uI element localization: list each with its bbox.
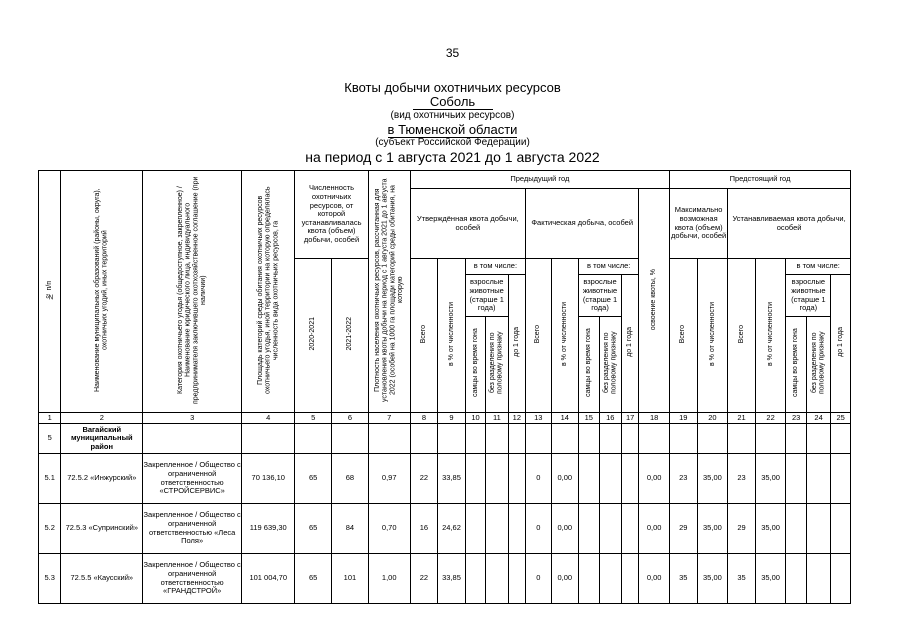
row-c18: 0,00 xyxy=(639,454,670,504)
header-approved-quota: Утверждённая квота добычи, особей xyxy=(410,189,525,259)
row-c20: 35,00 xyxy=(697,504,728,554)
col-number: 16 xyxy=(599,413,621,424)
row-c12 xyxy=(508,554,525,604)
row-c11 xyxy=(486,504,508,554)
row-c13: 0 xyxy=(526,504,552,554)
row-c14: 0,00 xyxy=(551,554,579,604)
row-category: Закрепленное / Общество с ограниченной ответственностью «СТРОЙСЕРВИС» xyxy=(143,454,242,504)
header-approved-males: самцы во время гона xyxy=(465,317,485,413)
region-value: в Тюменской области xyxy=(387,122,518,137)
row-c8: 16 xyxy=(410,504,438,554)
row-pop2020: 65 xyxy=(295,554,332,604)
row-c18: 0,00 xyxy=(639,504,670,554)
table-row xyxy=(39,554,851,604)
row-category: Закрепленное / Общество с ограниченной ответственностью «ГРАНДСТРОЙ» xyxy=(143,554,242,604)
col-number: 17 xyxy=(621,413,638,424)
row-c13: 0 xyxy=(526,454,552,504)
row-c16 xyxy=(599,504,621,554)
col-number: 7 xyxy=(368,413,410,424)
header-set-nosex: без разделения по половому признаку xyxy=(806,317,831,413)
row-c10 xyxy=(465,504,485,554)
col-number: 11 xyxy=(486,413,508,424)
col-number: 25 xyxy=(831,413,851,424)
header-max-quota: Максимально возможная квота (объем) добычи, особей xyxy=(670,189,728,259)
row-c22: 35,00 xyxy=(755,454,786,504)
header-set-pct: в % от численности xyxy=(755,259,786,413)
region-name xyxy=(0,122,905,137)
col-number: 21 xyxy=(728,413,756,424)
row-c9: 33,85 xyxy=(438,554,466,604)
header-set-quota: Устанавливаемая квота добычи, особей xyxy=(728,189,851,259)
col-number: 8 xyxy=(410,413,438,424)
region-caption: (субъект Российской Федерации) xyxy=(375,137,530,148)
header-next-year: Предстоящий год xyxy=(670,171,851,189)
header-set-incl: в том числе: xyxy=(786,259,851,275)
header-set-total: Всего xyxy=(728,259,756,413)
col-number: 1 xyxy=(39,413,61,424)
row-c23 xyxy=(786,554,806,604)
header-max-total: Всего xyxy=(670,259,698,413)
row-c25 xyxy=(831,504,851,554)
header-density: Плотность населения охотничьих ресурсов, рассчитанная для установления квоты добычи на период с 1 августа 2021 до 1 августа 2022 (особей на 1000 га площади категорий среды обитания, на которую xyxy=(368,171,410,413)
col-number: 22 xyxy=(755,413,786,424)
header-set-under1: до 1 года xyxy=(831,275,851,413)
header-approved-incl: в том числе: xyxy=(465,259,525,275)
col-number: 20 xyxy=(697,413,728,424)
col-number: 2 xyxy=(61,413,143,424)
row-c22: 35,00 xyxy=(755,504,786,554)
header-area: Площадь категорий среды обитания охотничьих ресурсов охотничьего угодья, иной территории на которую определялась численность вида охотничьих ресурсов, га xyxy=(242,171,295,413)
row-density: 0,70 xyxy=(368,504,410,554)
row-c15 xyxy=(579,554,599,604)
row-num: 5.3 xyxy=(39,554,61,604)
header-approved-under1: до 1 года xyxy=(508,275,525,413)
row-name: 72.5.2 «Инжурский» xyxy=(61,454,143,504)
row-c24 xyxy=(806,554,831,604)
row-c13: 0 xyxy=(526,554,552,604)
row-c17 xyxy=(621,454,638,504)
col-number: 12 xyxy=(508,413,525,424)
row-c25 xyxy=(831,454,851,504)
row-density: 0,97 xyxy=(368,454,410,504)
row-c23 xyxy=(786,504,806,554)
header-name: Наименование муниципальных образований (районы, округа), охотничьих угодий, иных территорий xyxy=(61,171,143,413)
row-c15 xyxy=(579,454,599,504)
row-c18: 0,00 xyxy=(639,554,670,604)
row-c16 xyxy=(599,554,621,604)
header-actual-incl: в том числе: xyxy=(579,259,639,275)
header-category: Категория охотничьего угодья (общедоступное, закрепленное) / Наименование юридического лица, индивидуального предпринимателя заключившего охотхозяйственное соглашение (при наличии) xyxy=(143,171,242,413)
row-c10 xyxy=(465,554,485,604)
row-c19: 35 xyxy=(670,554,698,604)
col-number: 4 xyxy=(242,413,295,424)
header-pop-2021: 2021-2022 xyxy=(332,259,369,413)
row-c20: 35,00 xyxy=(697,454,728,504)
header-approved-adults: взрослые животные (старше 1 года) xyxy=(465,275,508,317)
resource-caption: (вид охотничьих ресурсов) xyxy=(390,110,515,121)
row-name: 72.5.3 «Супринский» xyxy=(61,504,143,554)
resource-value: Соболь xyxy=(413,94,493,110)
row-c24 xyxy=(806,454,831,504)
row-name: 72.5.5 «Каусский» xyxy=(61,554,143,604)
header-actual-under1: до 1 года xyxy=(621,275,638,413)
row-num: 5.2 xyxy=(39,504,61,554)
row-c17 xyxy=(621,554,638,604)
row-c21: 35 xyxy=(728,554,756,604)
row-pop2021: 84 xyxy=(332,504,369,554)
header-approved-total: Всего xyxy=(410,259,438,413)
row-pop2020: 65 xyxy=(295,454,332,504)
col-number: 19 xyxy=(670,413,698,424)
header-population: Численность охотничьих ресурсов, от которой устанавливалась квота (объем) добычи, особей xyxy=(295,171,369,259)
row-area: 119 639,30 xyxy=(242,504,295,554)
header-actual-nosex: без разделения по половому признаку xyxy=(599,317,621,413)
col-number: 6 xyxy=(332,413,369,424)
header-actual-males: самцы во время гона xyxy=(579,317,599,413)
row-pop2021: 101 xyxy=(332,554,369,604)
row-c8: 22 xyxy=(410,554,438,604)
col-number: 5 xyxy=(295,413,332,424)
district-row xyxy=(39,424,851,454)
header-actual-pct: в % от численности xyxy=(551,259,579,413)
row-c25 xyxy=(831,554,851,604)
row-c14: 0,00 xyxy=(551,454,579,504)
header-pop-2020: 2020-2021 xyxy=(295,259,332,413)
row-pop2021: 68 xyxy=(332,454,369,504)
header-actual-total: Всего xyxy=(526,259,552,413)
row-c23 xyxy=(786,454,806,504)
row-c14: 0,00 xyxy=(551,504,579,554)
row-c10 xyxy=(465,454,485,504)
header-actual-adults: взрослые животные (старше 1 года) xyxy=(579,275,622,317)
row-c11 xyxy=(486,554,508,604)
row-c17 xyxy=(621,504,638,554)
col-number: 14 xyxy=(551,413,579,424)
col-number: 10 xyxy=(465,413,485,424)
header-prev-year: Предыдущий год xyxy=(410,171,669,189)
row-c15 xyxy=(579,504,599,554)
table-row xyxy=(39,454,851,504)
header-actual-harvest: Фактическая добыча, особей xyxy=(526,189,639,259)
col-number: 23 xyxy=(786,413,806,424)
col-number: 24 xyxy=(806,413,831,424)
period-line: на период с 1 августа 2021 до 1 августа 2022 xyxy=(305,149,600,165)
col-number: 9 xyxy=(438,413,466,424)
quota-table xyxy=(38,170,851,604)
table-row xyxy=(39,504,851,554)
row-pop2020: 65 xyxy=(295,504,332,554)
row-c8: 22 xyxy=(410,454,438,504)
row-density: 1,00 xyxy=(368,554,410,604)
row-c19: 23 xyxy=(670,454,698,504)
header-quota-use: освоение квоты, % xyxy=(639,189,670,413)
row-c12 xyxy=(508,504,525,554)
district-num: 5 xyxy=(39,424,61,454)
header-max-pct: в % от численности xyxy=(697,259,728,413)
resource-name xyxy=(0,94,905,110)
district-name: Вагайский муниципальный район xyxy=(61,424,143,454)
header-set-adults: взрослые животные (старше 1 года) xyxy=(786,275,831,317)
col-number: 13 xyxy=(526,413,552,424)
row-c12 xyxy=(508,454,525,504)
col-number: 3 xyxy=(143,413,242,424)
header-set-males: самцы во время гона xyxy=(786,317,806,413)
document-title: Квоты добычи охотничьих ресурсов xyxy=(344,80,561,95)
row-num: 5.1 xyxy=(39,454,61,504)
col-number: 18 xyxy=(639,413,670,424)
row-c21: 29 xyxy=(728,504,756,554)
header-approved-pct: в % от численности xyxy=(438,259,466,413)
row-area: 70 136,10 xyxy=(242,454,295,504)
page-number: 35 xyxy=(445,46,460,60)
row-c22: 35,00 xyxy=(755,554,786,604)
row-c19: 29 xyxy=(670,504,698,554)
header-num: № п/п xyxy=(39,171,61,413)
row-c16 xyxy=(599,454,621,504)
col-number: 15 xyxy=(579,413,599,424)
row-area: 101 004,70 xyxy=(242,554,295,604)
row-c24 xyxy=(806,504,831,554)
header-approved-nosex: без разделения по половому признаку xyxy=(486,317,508,413)
row-c21: 23 xyxy=(728,454,756,504)
row-c20: 35,00 xyxy=(697,554,728,604)
row-c9: 24,62 xyxy=(438,504,466,554)
row-c11 xyxy=(486,454,508,504)
row-category: Закрепленное / Общество с ограниченной ответственностью «Леса Поля» xyxy=(143,504,242,554)
row-c9: 33,85 xyxy=(438,454,466,504)
column-number-row xyxy=(39,413,851,424)
